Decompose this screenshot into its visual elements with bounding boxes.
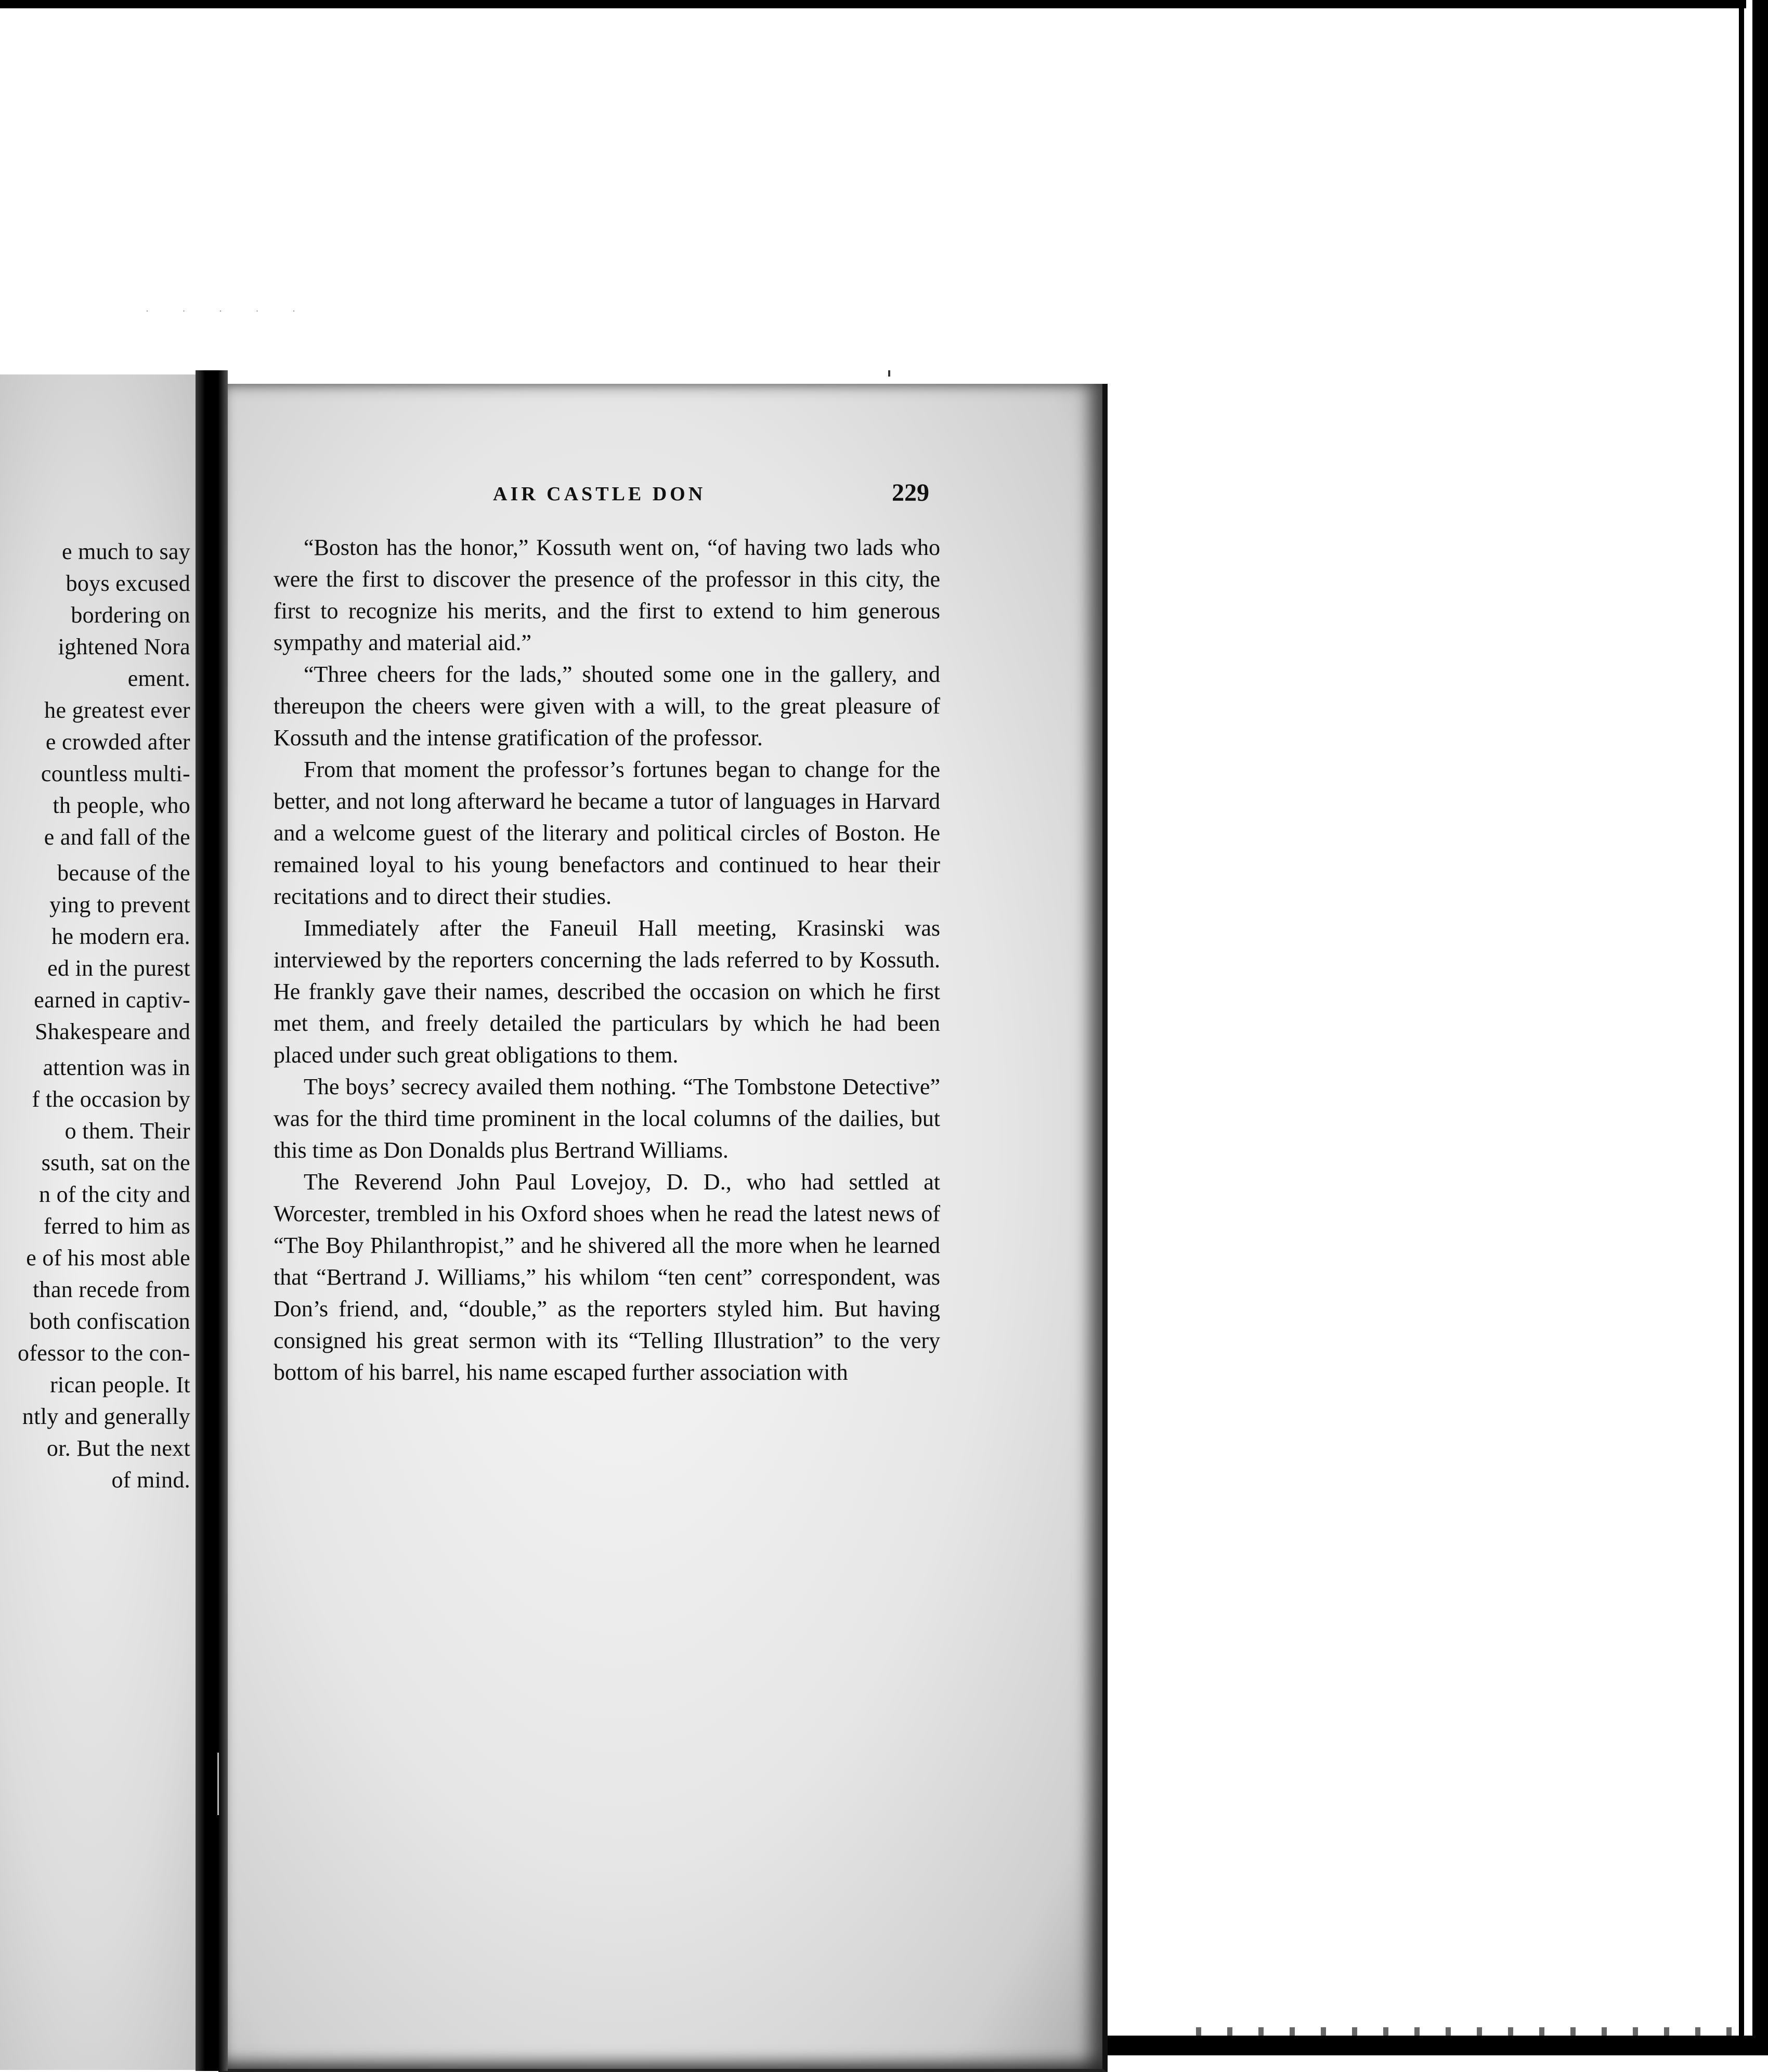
left-page-line: ofessor to the con-	[18, 1340, 190, 1366]
paragraph: The boys’ secrecy availed them nothing. “The Tombstone Detective” was for the third time prominent in the local columns of the dailies, but this time as Don Donalds plus Bertrand Williams.	[274, 1074, 940, 1163]
left-page-line: o them. Their	[64, 1118, 190, 1144]
scan-border-right-line	[1739, 0, 1744, 2055]
left-page-line: or. But the next	[46, 1435, 190, 1461]
paragraph: Immediately after the Faneuil Hall meeting, Krasinski was interviewed by the reporters concerning the lads referred to by Kossuth. He frankly gave their names, described the occasion on which he first met them, and freely detailed the particulars by which he had been placed under such great obligations to them.	[274, 915, 940, 1068]
left-page-line: earned in captiv-	[34, 987, 190, 1013]
left-page-line: he greatest ever	[44, 697, 190, 723]
left-page-line: ssuth, sat on the	[41, 1150, 190, 1175]
left-page-line: both confiscation	[29, 1309, 190, 1334]
paragraph-gap	[0, 853, 190, 857]
left-page-line: ightened Nora	[58, 634, 190, 659]
scan-margin-mark	[217, 1753, 219, 1815]
left-page-line: Shakespeare and	[35, 1019, 190, 1044]
left-page-line: because of the	[57, 860, 190, 886]
scan-border-top	[0, 0, 1768, 8]
running-head: AIR CASTLE DON	[493, 483, 706, 505]
paragraph: “Boston has the honor,” Kossuth went on, “of having two lads who were the first to discover the presence of the professor in this city, the first to recognize his merits, and the first to extend to him generous sympathy and material aid.”	[274, 535, 940, 655]
page-number: 229	[892, 479, 929, 507]
left-page-text	[0, 536, 190, 1496]
left-page-line: e of his most able	[26, 1245, 190, 1271]
left-page-line: th people, who	[53, 793, 190, 818]
scan-specks: · · · · ·	[146, 306, 311, 316]
left-page-line: of mind.	[111, 1467, 190, 1493]
scan-speck	[888, 370, 890, 377]
left-page-line: f the occasion by	[32, 1086, 190, 1112]
left-page-line: e and fall of the	[44, 824, 190, 850]
scan-bottom-marks	[1196, 2027, 1768, 2036]
left-page-line: n of the city and	[38, 1182, 190, 1207]
paragraph-gap	[0, 1047, 190, 1052]
left-page-line: ferred to him as	[43, 1213, 190, 1239]
left-page-line: e much to say	[61, 539, 190, 564]
left-page-line: ement.	[127, 666, 190, 691]
left-page-line: he modern era.	[51, 924, 190, 949]
book-spine	[196, 370, 228, 2071]
paragraph: From that moment the professor’s fortunes began to change for the better, and not long afterward he became a tutor of languages in Harvard and a welcome guest of the literary and political circles of Boston. He remained loyal to his young benefactors and continued to hear their recitations and to direct their studies.	[274, 757, 940, 909]
left-page-line: ying to prevent	[49, 892, 190, 917]
paragraph: The Reverend John Paul Lovejoy, D. D., who had settled at Worcester, trembled in his Oxford shoes when he read the latest news of “The Boy Philanthropist,” and he shivered all the more when he learned that “Bertrand J. Williams,” his whilom “ten cent” correspondent, was Don’s friend, and, “double,” as the reporters styled him. But having consigned his great sermon with its “Telling Illustration” to the very bottom of his barrel, his name escaped further association with	[274, 1169, 940, 1385]
paragraph: “Three cheers for the lads,” shouted some one in the gallery, and thereupon the cheers were given with a will, to the great pleasure of Kossuth and the intense gratification of the professor.	[274, 662, 940, 750]
left-page-line: ntly and generally	[22, 1404, 190, 1429]
scan-border-right	[1752, 0, 1768, 2055]
left-page-line: rican people. It	[50, 1372, 190, 1397]
left-page-line: bordering on	[71, 602, 190, 628]
left-page-line: ed in the purest	[47, 955, 190, 981]
left-page-line: boys excused	[66, 571, 190, 596]
left-page-line: than recede from	[33, 1277, 190, 1302]
left-page-line: attention was in	[43, 1055, 190, 1080]
page-body-text	[274, 532, 940, 1388]
left-page-line: countless multi-	[41, 761, 190, 786]
left-page-line: e crowded after	[45, 729, 190, 755]
scan-border-right-gap	[1746, 0, 1752, 2055]
